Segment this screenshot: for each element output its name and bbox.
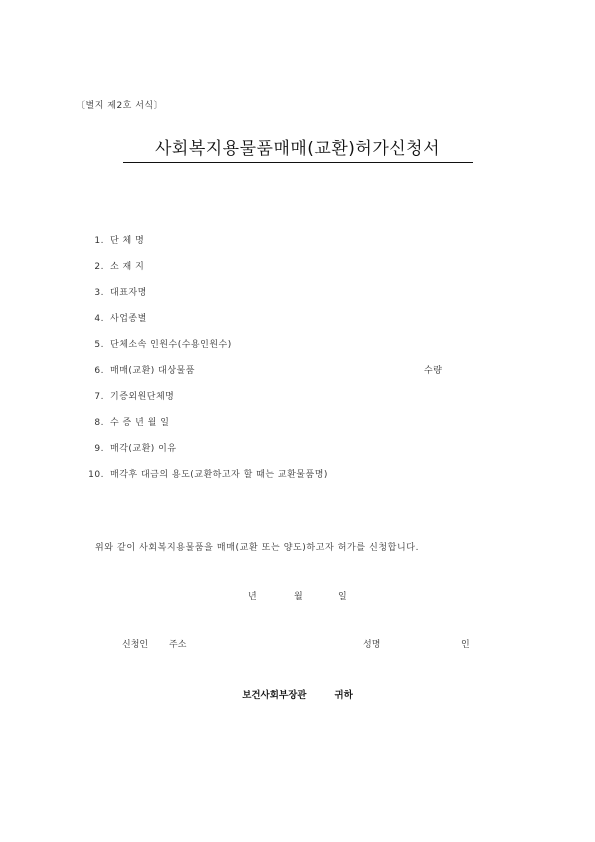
- title-underline: [123, 162, 473, 163]
- field-proceeds-usage: [84, 467, 328, 480]
- field-label: 기증외원단체명: [110, 392, 175, 402]
- field-member-count: [90, 337, 232, 350]
- form-number-label: 〔별지 제2호 서식〕: [76, 101, 164, 111]
- field-sale-reason: [90, 441, 177, 454]
- field-label: 사업종별: [110, 314, 147, 324]
- applicant-label: 신청인: [122, 640, 149, 650]
- field-business-type: [90, 311, 147, 324]
- field-target-goods: [90, 363, 195, 376]
- field-label: 수 증 년 월 일: [110, 418, 170, 428]
- addressee-line: [0, 687, 595, 701]
- field-number: 7.: [94, 392, 104, 402]
- field-label: 단 체 명: [110, 236, 145, 246]
- field-label: 소 재 지: [110, 262, 145, 272]
- field-number: 6.: [94, 366, 104, 376]
- name-label: 성명: [363, 640, 381, 650]
- field-number: 10.: [88, 470, 104, 480]
- field-quantity-label: 수량: [424, 366, 443, 376]
- field-location: [90, 259, 144, 272]
- page-title: 사회복지용물품매매(교환)허가신청서: [154, 139, 441, 159]
- field-label: 매각(교환) 이유: [110, 444, 177, 454]
- field-label: 매각후 대금의 용도(교환하고자 할 때는 교환물품명): [110, 470, 328, 480]
- date-day-label: 일: [338, 592, 347, 602]
- field-label: 단체소속 인원수(수용인원수): [110, 340, 232, 350]
- field-representative-name: [90, 285, 147, 298]
- field-number: 5.: [94, 340, 104, 350]
- field-label: 매매(교환) 대상물품: [110, 366, 195, 376]
- date-month-label: 월: [294, 592, 303, 602]
- field-receipt-date: [90, 415, 169, 428]
- seal-label: 인: [461, 640, 470, 650]
- field-number: 9.: [94, 444, 104, 454]
- field-number: 3.: [94, 288, 104, 298]
- field-number: 1.: [94, 236, 104, 246]
- addressee-suffix: 귀하: [334, 690, 353, 701]
- field-number: 8.: [94, 418, 104, 428]
- addressee-recipient: 보건사회부장관: [242, 690, 307, 701]
- field-number: 4.: [94, 314, 104, 324]
- field-organization-name: [90, 233, 144, 246]
- date-year-label: 년: [248, 592, 257, 602]
- field-number: 2.: [94, 262, 104, 272]
- field-label: 대표자명: [110, 288, 147, 298]
- declaration-text: 위와 같이 사회복지용물품을 매매(교환 또는 양도)하고자 허가를 신청합니다.: [95, 543, 420, 553]
- address-label: 주소: [169, 640, 187, 650]
- field-donor-organization: [90, 389, 174, 402]
